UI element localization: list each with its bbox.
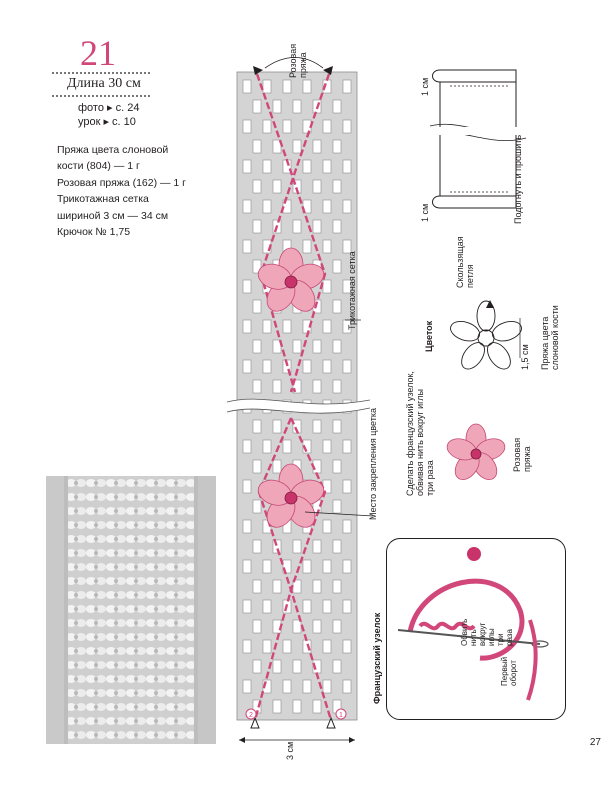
- mesh-hole: [333, 660, 341, 673]
- mesh-hole: [333, 420, 341, 433]
- knot-instruction: Сделать французский узелок, обвивая нить вокруг иглы три раза: [405, 371, 435, 496]
- pink-yarn-label: Розовая пряжа: [288, 43, 308, 78]
- materials-list: [57, 142, 186, 240]
- mesh-hole: [333, 620, 341, 633]
- mesh-hole: [283, 120, 291, 133]
- materials-line: Пряжа цвета слоновой: [57, 144, 169, 156]
- mesh-hole: [303, 640, 311, 653]
- mesh-hole: [343, 600, 351, 613]
- mesh-hole: [283, 320, 291, 333]
- mesh-hole: [343, 680, 351, 693]
- french-knot-title: Французский узелок: [372, 612, 382, 704]
- mesh-hole: [253, 380, 261, 393]
- mesh-hole: [263, 360, 271, 373]
- dotted-divider-bottom: [52, 95, 150, 97]
- mesh-hole: [313, 340, 321, 353]
- page-number: 27: [589, 737, 601, 748]
- mesh-strip-diagram: [225, 30, 375, 760]
- mesh-hole: [303, 360, 311, 373]
- mesh-hole: [253, 500, 261, 513]
- mesh-hole: [263, 80, 271, 93]
- lesson-ref: урок ▸ с. 10: [78, 116, 136, 128]
- mesh-hole: [253, 100, 261, 113]
- mesh-hole: [323, 240, 331, 253]
- mesh-hole: [333, 540, 341, 553]
- mesh-hole: [243, 240, 251, 253]
- mesh-hole: [323, 280, 331, 293]
- mesh-hole: [323, 120, 331, 133]
- mesh-hole: [323, 640, 331, 653]
- mesh-hole: [333, 260, 341, 273]
- mesh-hole: [333, 460, 341, 473]
- width-label: 3 см: [285, 741, 295, 760]
- photo-ref: фото ▸ с. 24: [78, 102, 140, 114]
- mesh-hole: [243, 280, 251, 293]
- mesh-hole: [243, 520, 251, 533]
- mesh-hole: [303, 600, 311, 613]
- mesh-hole: [343, 520, 351, 533]
- mesh-hole: [243, 200, 251, 213]
- mesh-hole: [273, 420, 281, 433]
- mesh-hole: [333, 220, 341, 233]
- wrap-label: Обвить нить вокруг иглы три раза: [460, 618, 514, 646]
- mesh-hole: [283, 80, 291, 93]
- mesh-hole: [323, 160, 331, 173]
- mesh-hole: [333, 580, 341, 593]
- mesh-hole: [343, 360, 351, 373]
- project-number: 21: [80, 33, 116, 73]
- mesh-hole: [253, 660, 261, 673]
- mesh-hole: [273, 580, 281, 593]
- mesh-hole: [293, 700, 301, 713]
- mesh-hole: [313, 180, 321, 193]
- mesh-hole: [243, 600, 251, 613]
- mesh-hole: [253, 220, 261, 233]
- mesh-hole: [333, 380, 341, 393]
- mesh-hole: [283, 680, 291, 693]
- flower-attach-label: Место закрепления цветка: [368, 407, 378, 520]
- mesh-hole: [253, 580, 261, 593]
- mesh-hole: [323, 520, 331, 533]
- mesh-hole: [293, 340, 301, 353]
- mesh-hole: [243, 160, 251, 173]
- mesh-hole: [243, 640, 251, 653]
- mesh-hole: [263, 320, 271, 333]
- pink-yarn-flower-label: Розовая пряжа: [512, 437, 532, 472]
- mesh-hole: [243, 680, 251, 693]
- dotted-divider-top: [52, 72, 150, 74]
- mesh-hole: [333, 100, 341, 113]
- mesh-hole: [303, 160, 311, 173]
- mesh-hole: [243, 480, 251, 493]
- materials-line: шириной 3 см — 34 см: [57, 209, 169, 222]
- mesh-hole: [253, 340, 261, 353]
- knot-icon: [467, 547, 481, 561]
- mesh-hole: [283, 440, 291, 453]
- mesh-hole: [333, 340, 341, 353]
- mesh-hole: [253, 420, 261, 433]
- mesh-hole: [313, 540, 321, 553]
- finished-piece-photo: [46, 476, 216, 744]
- mesh-hole: [293, 540, 301, 553]
- materials-line: кости (804) — 1 г: [57, 160, 140, 173]
- mesh-hole: [323, 440, 331, 453]
- mesh-hole: [333, 180, 341, 193]
- mesh-hole: [263, 440, 271, 453]
- materials-line: Крючок № 1,75: [57, 226, 131, 239]
- mesh-hole: [293, 660, 301, 673]
- slip-loop-label: Скользящая петля: [455, 236, 475, 288]
- svg-text:1: 1: [339, 712, 343, 719]
- mesh-hole: [323, 360, 331, 373]
- mesh-hole: [283, 640, 291, 653]
- ivory-yarn-label: Пряжа цвета слоновой кости: [540, 305, 560, 370]
- mesh-hole: [263, 600, 271, 613]
- materials-line: Розовая пряжа (162) — 1 г: [57, 176, 187, 189]
- mesh-hole: [253, 460, 261, 473]
- mesh-hole: [273, 100, 281, 113]
- mesh-hole: [333, 500, 341, 513]
- mesh-hole: [253, 140, 261, 153]
- mesh-hole: [333, 140, 341, 153]
- mesh-hole: [273, 380, 281, 393]
- hem-top-label: 1 см: [420, 77, 430, 96]
- mesh-hole: [343, 160, 351, 173]
- flower-title: Цветок: [424, 320, 434, 352]
- mesh-hole: [343, 480, 351, 493]
- hem-bottom-label: 1 см: [420, 203, 430, 222]
- mesh-hole: [313, 220, 321, 233]
- mesh-hole: [253, 180, 261, 193]
- mesh-hole: [273, 180, 281, 193]
- mesh-hole: [313, 700, 321, 713]
- mesh-hole: [243, 360, 251, 373]
- mesh-hole: [323, 320, 331, 333]
- mesh-hole: [273, 700, 281, 713]
- mesh-hole: [293, 140, 301, 153]
- mesh-label: Трикотажная сетка: [347, 251, 357, 330]
- mesh-hole: [343, 200, 351, 213]
- mesh-hole: [263, 160, 271, 173]
- mesh-hole: [243, 80, 251, 93]
- flower-size-label: 1,5 см: [520, 344, 530, 370]
- svg-text:2: 2: [249, 712, 253, 719]
- mesh-hole: [263, 640, 271, 653]
- first-turn-label: Первый оборот: [500, 656, 518, 686]
- mesh-hole: [243, 440, 251, 453]
- mesh-hole: [303, 560, 311, 573]
- mesh-hole: [293, 220, 301, 233]
- mesh-hole: [313, 420, 321, 433]
- mesh-hole: [243, 560, 251, 573]
- mesh-hole: [263, 200, 271, 213]
- materials-line: Трикотажная сетка: [57, 193, 149, 206]
- mesh-hole: [303, 80, 311, 93]
- mesh-hole: [263, 120, 271, 133]
- mesh-hole: [263, 560, 271, 573]
- mesh-hole: [253, 300, 261, 313]
- mesh-hole: [343, 560, 351, 573]
- mesh-hole: [253, 620, 261, 633]
- mesh-hole: [243, 120, 251, 133]
- length-label: Длина 30 см: [67, 76, 141, 91]
- mesh-hole: [303, 240, 311, 253]
- mesh-hole: [343, 440, 351, 453]
- mesh-hole: [343, 640, 351, 653]
- mesh-hole: [343, 120, 351, 133]
- mesh-hole: [333, 300, 341, 313]
- mesh-hole: [313, 140, 321, 153]
- mesh-hole: [323, 680, 331, 693]
- mesh-hole: [343, 80, 351, 93]
- mesh-hole: [253, 540, 261, 553]
- mesh-hole: [313, 580, 321, 593]
- mesh-hole: [293, 100, 301, 113]
- pink-flower-icon: [440, 418, 510, 488]
- mesh-hole: [323, 600, 331, 613]
- mesh-hole: [273, 660, 281, 673]
- mesh-hole: [313, 620, 321, 633]
- mesh-hole: [313, 380, 321, 393]
- mesh-hole: [243, 320, 251, 333]
- mesh-hole: [303, 680, 311, 693]
- hem-caption: Подогнуть и прошить: [513, 134, 523, 224]
- mesh-hole: [273, 460, 281, 473]
- mesh-hole: [323, 200, 331, 213]
- mesh-hole: [323, 560, 331, 573]
